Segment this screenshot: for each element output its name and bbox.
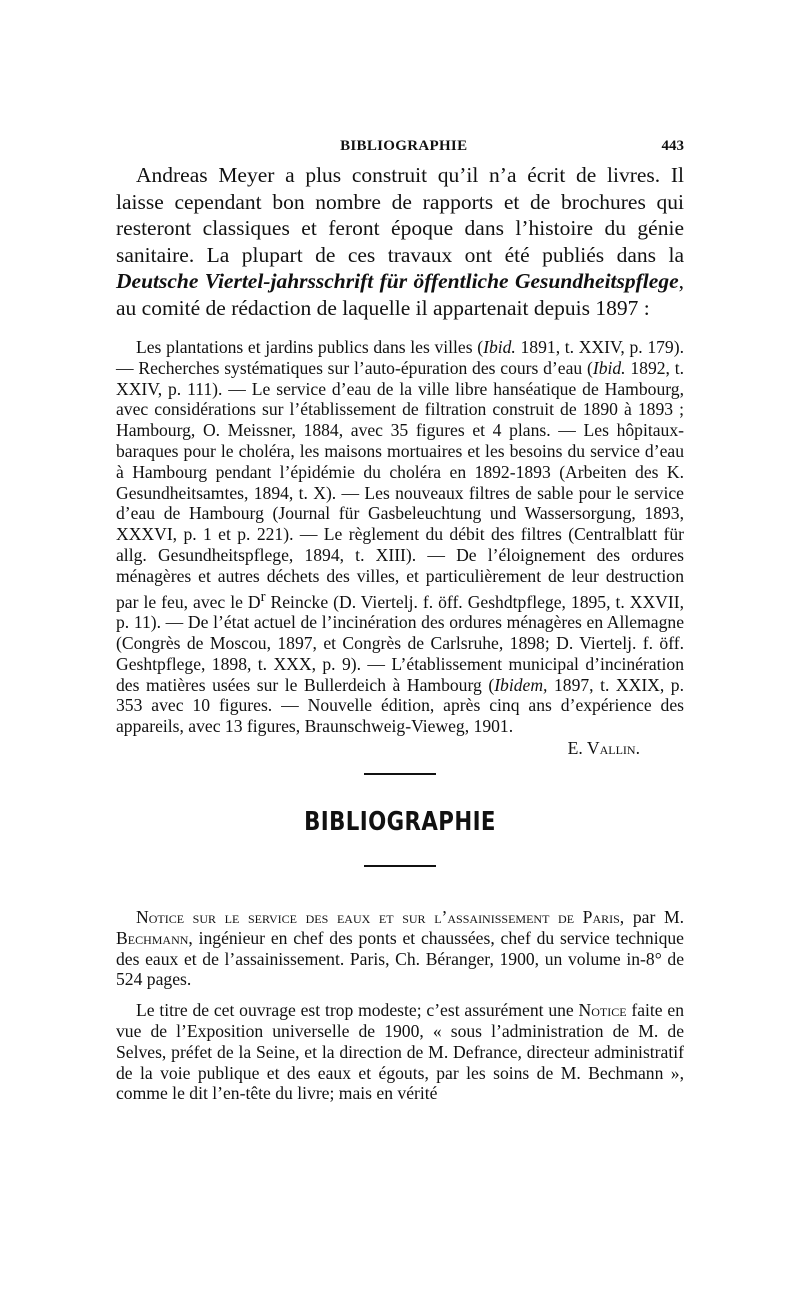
journal-title: Deutsche Viertel-jahrsschrift für öffentliche Gesundheitspflege <box>116 269 679 293</box>
running-head <box>116 138 684 162</box>
notice-rest: , ingénieur en chef des ponts et chaussées, chef du service technique des eaux et de l’assainissement. Paris, Ch. Béranger, 1900, un volume in-8° de 524 pages. <box>116 927 684 990</box>
section-title: BIBLIOGRAPHIE <box>304 807 496 837</box>
signature: E. Vallin. <box>567 738 640 758</box>
works-ibidem: Ibidem, <box>494 674 548 695</box>
intro-text-before: Andreas Meyer a plus construit qu’il n’a écrit de livres. Il laisse cependant bon nombre de rapports et de brochures qui resteront classiques et feront époque dans l’histoire du génie sanitaire. La plupart de ces travaux ont été publiés dans la <box>116 163 684 267</box>
works-text-5: 1897, t. XXIX, p. 353 avec 10 figures. — Nouvelle édition, après cinq ans d’expérience des appareils, avec 13 figures, Braunschweig-Vieweg, 1901. <box>116 674 684 737</box>
works-text-4: Reincke (D. Viertelj. f. öff. Geshdtpflege, 1895, t. XXVII, p. 11). — De l’état actuel de l’incinération des ordures ménagères en Allemagne (Congrès de Moscou, 1897, et Congrès de Carlsruhe, 1898; D. Viertelj. f. öff. Geshtpflege, 1898, t. XXX, p. 9). — L’établissement municipal d’incinération des matières usées sur le Bullerdeich à Hambourg ( <box>116 591 684 695</box>
notice-paragraph <box>116 907 684 990</box>
review-text-a: Le titre de cet ouvrage est trop modeste; c’est assurément une <box>136 1000 579 1021</box>
divider-rule-bottom <box>364 865 436 867</box>
review-text-c: faite en vue de l’Exposition universelle de 1900, « sous l’administration de M. de Selves, préfet de la Seine, et la direction de M. Defrance, directeur administratif de la voie publique et des eaux et égouts, par les soins de M. Bechmann », comme le dit l’en-tête du livre; mais en vérité <box>116 1000 684 1104</box>
works-text-3: 1892, t. XXIV, p. 111). — Le service d’eau de la ville libre hanséatique de Hambourg, avec considérations sur l’établissement de filtration construit de 1890 à 1893 ; Hambourg, O. Meissner, 1884, avec 35 figures et 4 plans. — Les hôpitaux-baraques pour le choléra, les maisons mortuaires et les besoins du service d’eau à Hambourg pendant l’épidémie du choléra en 1892-1893 (Arbeiten des K. Gesundheitsamtes, 1894, t. X). — Les nouveaux filtres de sable pour le service d’eau de Hambourg (Journal für Gasbeleuchtung und Wassersorgung, 1893, XXXVI, p. 1 et p. 221). — Le règlement du débit des filtres (Centralblatt für allg. Gesundheitspflege, 1894, t. XIII). — De l’éloignement des ordures ménagères et autres déchets des villes, et particulièrement de leur destruction par le feu, avec le D <box>116 357 684 612</box>
notice-author: Bechmann <box>116 927 189 948</box>
works-superscript: r <box>260 588 266 605</box>
review-notice-word: Notice <box>578 1000 627 1021</box>
notice-by: par M. <box>624 907 684 927</box>
works-list-paragraph <box>116 337 684 737</box>
review-paragraph <box>116 1000 684 1104</box>
works-ibid-2: Ibid. <box>592 357 626 378</box>
intro-paragraph <box>116 162 684 321</box>
intro-text-after: , au comité de rédaction de laquelle il appartenait depuis 1897 : <box>116 269 684 320</box>
page <box>116 138 684 1104</box>
notice-title: Notice sur le service des eaux et sur l’assainissement de Paris, <box>136 907 625 927</box>
divider-rule-top <box>364 773 436 775</box>
works-text-2: 1891, t. XXIV, p. 179). — Recherches systématiques sur l’auto-épuration des cours d’eau ( <box>116 337 684 378</box>
page-number: 443 <box>661 138 684 154</box>
works-ibid-1: Ibid. <box>483 337 516 357</box>
running-head-title: BIBLIOGRAPHIE <box>340 138 468 154</box>
works-text-1: Les plantations et jardins publics dans les villes ( <box>136 337 484 357</box>
